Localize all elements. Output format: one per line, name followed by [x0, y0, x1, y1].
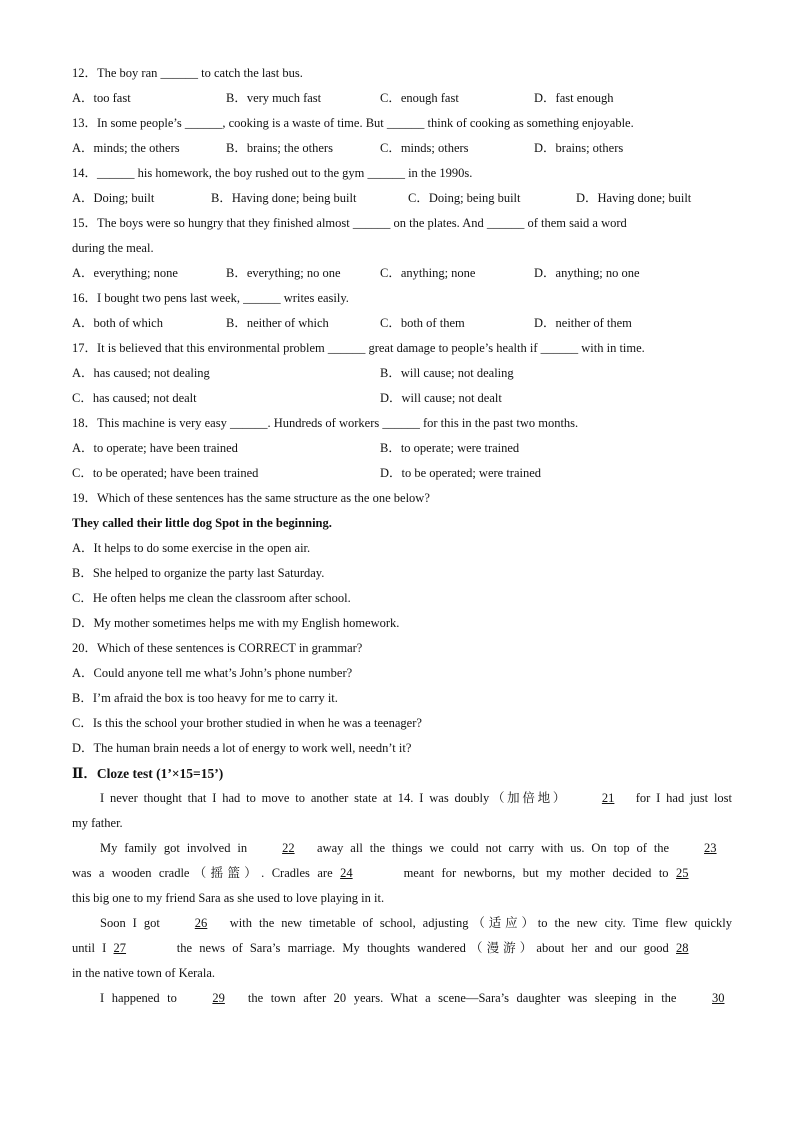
question-16-stem: 16．I bought two pens last week, ______ writes easily. [72, 291, 349, 305]
option-c: C．enough fast [380, 91, 459, 105]
blank-29[interactable]: 29 [212, 991, 225, 1005]
cloze-paragraph-3-line-3: in the native town of Kerala. [72, 966, 216, 980]
option-d: D．will cause; not dealt [380, 391, 502, 405]
option-a: A．minds; the others [72, 141, 180, 155]
option-d: D．anything; no one [534, 266, 640, 280]
blank-24[interactable]: 24 [340, 866, 353, 880]
option-c: C．He often helps me clean the classroom after school. [72, 591, 351, 605]
section-heading: Ⅱ．Cloze test (1’×15=15’) [72, 766, 224, 781]
blank-27[interactable]: 27 [113, 941, 127, 955]
question-20-stem: 20．Which of these sentences is CORRECT in grammar? [72, 641, 363, 655]
question-19-example-sentence: They called their little dog Spot in the beginning. [72, 516, 332, 530]
option-b: B．She helped to organize the party last Saturday. [72, 566, 325, 580]
option-d: D．fast enough [534, 91, 614, 105]
cloze-text: the town after 20 years. What a scene—Sara’s daughter was sleeping in the [247, 991, 677, 1005]
blank-25[interactable]: 25 [676, 866, 689, 880]
cloze-text: the news of Sara’s marriage. My thoughts wandered（漫游）about her and our good [176, 941, 669, 955]
cloze-paragraph-4-line-1 [72, 986, 732, 1011]
option-b: B．everything; no one [226, 266, 341, 280]
cloze-text: Soon I got [100, 916, 160, 930]
option-b: B．neither of which [226, 316, 329, 330]
option-a: A．both of which [72, 316, 163, 330]
question-15-stem: 15．The boys were so hungry that they finished almost ______ on the plates. And ______ of them said a word [72, 216, 627, 230]
blank-26[interactable]: 26 [194, 916, 208, 930]
option-a: A．to operate; have been trained [72, 441, 238, 455]
question-19-stem: 19．Which of these sentences has the same structure as the one below? [72, 491, 430, 505]
option-c: C．anything; none [380, 266, 476, 280]
question-18-options-row1 [72, 436, 732, 461]
option-a: A．Could anyone tell me what’s John’s phone number? [72, 666, 353, 680]
cloze-paragraph-1-line-1 [72, 786, 732, 811]
option-b: B．Having done; being built [211, 191, 357, 205]
option-c: C．Is this the school your brother studied in when he was a teenager? [72, 716, 422, 730]
question-15-options [72, 261, 732, 286]
cloze-paragraph-2-line-1 [72, 836, 732, 861]
option-b: B．to operate; were trained [380, 441, 520, 455]
question-13-stem: 13．In some people’s ______, cooking is a waste of time. But ______ think of cooking as something enjoyable. [72, 116, 634, 130]
cloze-text: I happened to [100, 991, 177, 1005]
option-d: D．to be operated; were trained [380, 466, 542, 480]
question-16-options [72, 311, 732, 336]
blank-28[interactable]: 28 [676, 941, 689, 955]
option-b: B．I’m afraid the box is too heavy for me to carry it. [72, 691, 338, 705]
question-17-stem: 17．It is believed that this environmental problem ______ great damage to people’s health if ______ with in time. [72, 341, 645, 355]
cloze-paragraph-2-line-3: this big one to my friend Sara as she used to love playing in it. [72, 891, 385, 905]
question-14-stem: 14．______ his homework, the boy rushed out to the gym ______ in the 1990s. [72, 166, 473, 180]
question-18-stem: 18．This machine is very easy ______. Hundreds of workers ______ for this in the past two months. [72, 416, 579, 430]
option-d: D．The human brain needs a lot of energy to work well, needn’t it? [72, 741, 412, 755]
blank-23[interactable]: 23 [704, 841, 717, 855]
blank-30[interactable]: 30 [712, 991, 725, 1005]
option-a: A．It helps to do some exercise in the open air. [72, 541, 311, 555]
option-c: C．minds; others [380, 141, 469, 155]
option-d: D．brains; others [534, 141, 624, 155]
cloze-text: was a wooden cradle（摇篮）. Cradles are [72, 866, 333, 880]
option-b: B．very much fast [226, 91, 322, 105]
option-b: B．brains; the others [226, 141, 333, 155]
question-12-options [72, 86, 732, 111]
cloze-text: I never thought that I had to move to another state at 14. I was doubly（加倍地） [100, 791, 569, 805]
option-c: C．has caused; not dealt [72, 391, 197, 405]
cloze-paragraph-3-line-1 [72, 911, 732, 936]
option-c: C．both of them [380, 316, 465, 330]
cloze-paragraph-1-line-2: my father. [72, 816, 123, 830]
question-12-stem: 12．The boy ran ______ to catch the last bus. [72, 66, 303, 80]
cloze-text: with the new timetable of school, adjusting（适应）to the new city. Time flew quickly [229, 916, 732, 930]
option-c: C．Doing; being built [408, 191, 521, 205]
question-13-options [72, 136, 732, 161]
question-17-options-row2 [72, 386, 732, 411]
option-a: A．has caused; not dealing [72, 366, 210, 380]
cloze-paragraph-3-line-2 [72, 936, 732, 961]
option-a: A．Doing; built [72, 191, 155, 205]
option-a: A．too fast [72, 91, 131, 105]
cloze-text: meant for newborns, but my mother decided to [403, 866, 669, 880]
option-a: A．everything; none [72, 266, 178, 280]
question-17-options-row1 [72, 361, 732, 386]
option-c: C．to be operated; have been trained [72, 466, 259, 480]
cloze-text: My family got involved in [100, 841, 248, 855]
option-d: D．My mother sometimes helps me with my English homework. [72, 616, 400, 630]
cloze-text: for I had just lost [635, 791, 732, 805]
option-d: D．neither of them [534, 316, 632, 330]
exam-page [72, 61, 732, 1011]
option-d: D．Having done; built [576, 191, 692, 205]
blank-21[interactable]: 21 [601, 791, 615, 805]
cloze-paragraph-2-line-2 [72, 861, 732, 886]
blank-22[interactable]: 22 [282, 841, 295, 855]
cloze-text: until I [72, 941, 107, 955]
question-18-options-row2 [72, 461, 732, 486]
option-b: B．will cause; not dealing [380, 366, 514, 380]
question-14-options [72, 186, 732, 211]
question-15-stem-continued: during the meal. [72, 241, 154, 255]
cloze-text: away all the things we could not carry with us. On top of the [317, 841, 670, 855]
